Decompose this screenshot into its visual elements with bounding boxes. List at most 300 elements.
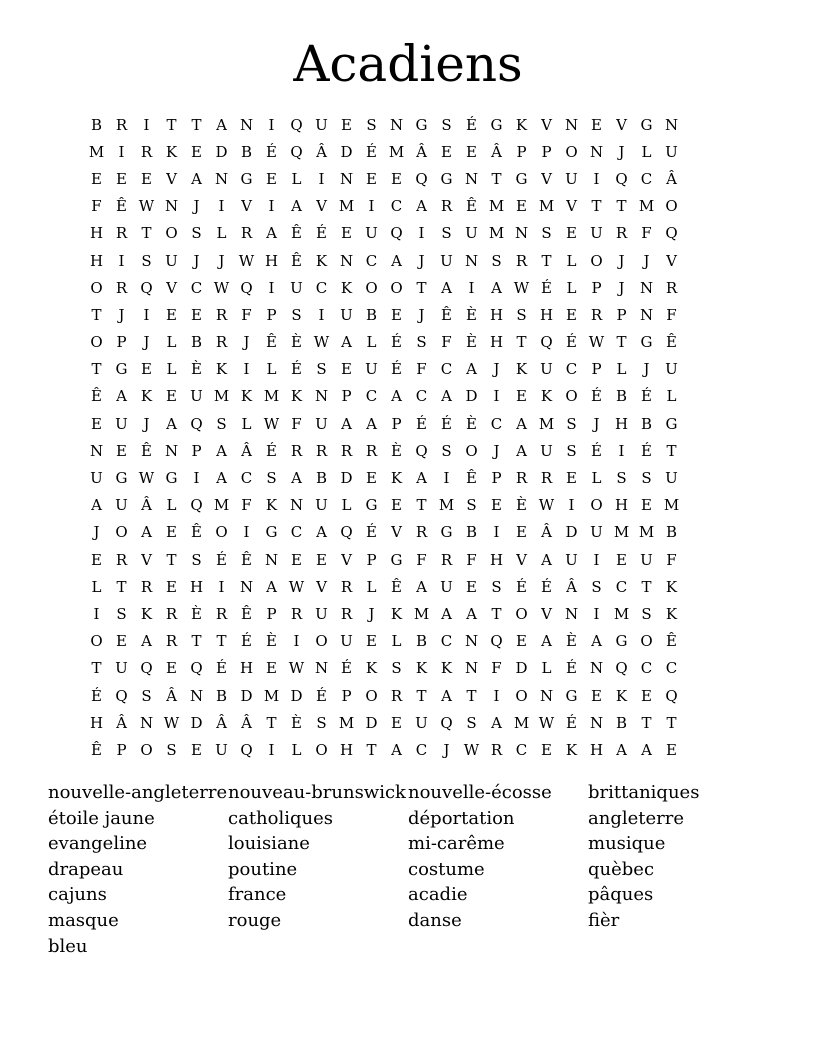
grid-row <box>84 682 732 709</box>
grid-letter: O <box>140 740 153 759</box>
grid-letter: È <box>191 360 202 379</box>
word-list-item: rouge <box>228 909 282 931</box>
grid-letter: É <box>566 713 577 732</box>
grid-letter: O <box>565 142 578 161</box>
grid-letter: C <box>240 469 253 488</box>
grid-letter: W <box>288 659 305 678</box>
grid-letter: P <box>366 550 377 569</box>
grid-row <box>84 736 732 763</box>
grid-letter: P <box>591 360 602 379</box>
word-list-item: fièr <box>588 909 620 931</box>
grid-letter: É <box>566 333 577 352</box>
grid-letter: O <box>665 197 678 216</box>
grid-letter: O <box>215 523 228 542</box>
grid-letter: T <box>416 278 427 297</box>
grid-letter: Ê <box>291 251 302 270</box>
grid-row <box>84 437 732 464</box>
grid-letter: U <box>640 550 653 569</box>
grid-letter: W <box>288 577 305 596</box>
grid-letter: E <box>466 577 477 596</box>
grid-letter: E <box>516 523 527 542</box>
grid-letter: É <box>216 550 227 569</box>
grid-letter: D <box>365 713 378 732</box>
grid-letter: W <box>138 197 155 216</box>
grid-letter: J <box>243 333 250 352</box>
grid-letter: O <box>315 740 328 759</box>
grid-letter: E <box>466 142 477 161</box>
grid-letter: V <box>516 550 527 569</box>
grid-letter: N <box>164 441 179 460</box>
grid-letter: P <box>391 414 402 433</box>
grid-letter: L <box>616 360 627 379</box>
grid-letter: A <box>316 523 327 542</box>
grid-letter: C <box>290 523 303 542</box>
grid-letter: O <box>365 278 378 297</box>
grid-letter: O <box>115 523 128 542</box>
grid-letter: S <box>491 251 502 270</box>
grid-letter: S <box>541 224 552 243</box>
grid-letter: A <box>191 169 202 188</box>
grid-letter: R <box>290 441 303 460</box>
grid-letter: V <box>616 115 627 134</box>
grid-letter: C <box>615 577 628 596</box>
grid-letter: A <box>616 740 627 759</box>
grid-letter: J <box>418 305 425 324</box>
grid-letter: Q <box>140 278 153 297</box>
grid-letter: A <box>641 740 652 759</box>
grid-letter: H <box>489 305 504 324</box>
grid-letter: A <box>341 414 352 433</box>
grid-letter: A <box>441 686 452 705</box>
grid-letter: S <box>466 496 477 515</box>
grid-letter: N <box>464 632 479 651</box>
grid-letter: V <box>541 115 552 134</box>
grid-letter: T <box>266 713 277 732</box>
grid-letter: S <box>641 604 652 623</box>
grid-letter: F <box>441 333 452 352</box>
grid-letter: F <box>291 414 302 433</box>
grid-letter: W <box>463 740 480 759</box>
word-list-item: angleterre <box>588 807 685 829</box>
letter-grid <box>84 111 732 764</box>
grid-letter: I <box>493 523 500 542</box>
grid-letter: F <box>91 197 102 216</box>
grid-letter: È <box>266 632 277 651</box>
grid-letter: M <box>338 713 355 732</box>
grid-letter: R <box>215 604 228 623</box>
grid-row <box>84 655 732 682</box>
word-list-item: brittaniques <box>588 782 700 803</box>
grid-letter: S <box>591 577 602 596</box>
grid-letter: A <box>366 414 377 433</box>
grid-letter: Â <box>491 142 502 161</box>
grid-letter: G <box>115 360 128 379</box>
grid-letter: A <box>166 414 177 433</box>
grid-letter: I <box>243 360 250 379</box>
grid-letter: A <box>216 115 227 134</box>
grid-letter: Q <box>140 659 153 678</box>
grid-letter: H <box>89 224 104 243</box>
grid-letter: E <box>366 632 377 651</box>
grid-letter: J <box>493 441 500 460</box>
grid-letter: I <box>493 387 500 406</box>
grid-letter: A <box>466 604 477 623</box>
grid-letter: E <box>441 142 452 161</box>
grid-letter: E <box>341 115 352 134</box>
word-list-item: quèbec <box>588 858 655 880</box>
grid-letter: G <box>490 115 503 134</box>
grid-letter: H <box>614 496 629 515</box>
grid-letter: É <box>341 659 352 678</box>
grid-letter: E <box>141 169 152 188</box>
grid-letter: R <box>340 577 353 596</box>
grid-row <box>84 274 732 301</box>
grid-letter: E <box>516 632 527 651</box>
grid-letter: V <box>566 197 577 216</box>
grid-letter: A <box>466 360 477 379</box>
grid-letter: L <box>166 333 177 352</box>
grid-letter: É <box>391 333 402 352</box>
grid-letter: A <box>416 469 427 488</box>
grid-letter: M <box>263 387 280 406</box>
grid-letter: É <box>316 686 327 705</box>
grid-letter: L <box>391 632 402 651</box>
grid-letter: O <box>90 632 103 651</box>
grid-letter: W <box>513 278 530 297</box>
grid-letter: A <box>91 496 102 515</box>
grid-letter: Â <box>316 142 327 161</box>
grid-letter: Ê <box>666 632 677 651</box>
grid-letter: U <box>215 740 228 759</box>
grid-letter: B <box>615 713 628 732</box>
grid-letter: O <box>365 686 378 705</box>
grid-letter: M <box>438 496 455 515</box>
grid-letter: J <box>643 360 650 379</box>
grid-letter: R <box>415 523 428 542</box>
grid-letter: É <box>241 632 252 651</box>
grid-letter: M <box>88 142 105 161</box>
grid-letter: É <box>291 360 302 379</box>
grid-row <box>84 410 732 437</box>
grid-letter: È <box>291 333 302 352</box>
grid-letter: Ê <box>91 740 102 759</box>
grid-letter: E <box>391 305 402 324</box>
grid-letter: K <box>215 360 228 379</box>
grid-letter: U <box>665 469 678 488</box>
word-list-item: louisiane <box>228 833 310 855</box>
grid-letter: K <box>365 659 378 678</box>
grid-row <box>84 111 732 138</box>
grid-letter: U <box>290 278 303 297</box>
grid-letter: I <box>93 604 100 623</box>
grid-letter: Â <box>241 713 252 732</box>
grid-letter: D <box>465 387 478 406</box>
grid-letter: S <box>291 305 302 324</box>
grid-letter: A <box>441 278 452 297</box>
grid-letter: G <box>165 469 178 488</box>
grid-letter: I <box>368 197 375 216</box>
grid-letter: T <box>666 713 677 732</box>
grid-letter: J <box>618 278 625 297</box>
grid-letter: K <box>315 251 328 270</box>
grid-letter: Â <box>116 713 127 732</box>
grid-letter: Q <box>190 496 203 515</box>
grid-letter: L <box>166 496 177 515</box>
grid-letter: É <box>591 441 602 460</box>
grid-letter: K <box>440 659 453 678</box>
grid-letter: L <box>266 360 277 379</box>
grid-letter: É <box>516 577 527 596</box>
grid-letter: I <box>243 523 250 542</box>
grid-letter: N <box>314 387 329 406</box>
grid-letter: I <box>268 278 275 297</box>
word-list-item: acadie <box>408 884 468 906</box>
grid-letter: A <box>541 550 552 569</box>
grid-letter: W <box>588 333 605 352</box>
grid-letter: U <box>365 224 378 243</box>
grid-letter: N <box>89 441 104 460</box>
grid-letter: M <box>538 197 555 216</box>
grid-letter: O <box>590 251 603 270</box>
grid-letter: V <box>166 169 177 188</box>
grid-letter: K <box>515 360 528 379</box>
grid-letter: V <box>666 251 677 270</box>
grid-letter: Q <box>390 224 403 243</box>
grid-letter: J <box>493 360 500 379</box>
grid-letter: M <box>638 523 655 542</box>
grid-letter: S <box>141 251 152 270</box>
grid-letter: N <box>314 659 329 678</box>
grid-letter: L <box>241 414 252 433</box>
grid-letter: É <box>91 686 102 705</box>
grid-letter: R <box>115 550 128 569</box>
grid-letter: O <box>590 496 603 515</box>
grid-row <box>84 600 732 627</box>
grid-letter: W <box>213 278 230 297</box>
grid-letter: U <box>115 659 128 678</box>
grid-letter: J <box>618 251 625 270</box>
grid-letter: E <box>166 577 177 596</box>
grid-letter: I <box>268 197 275 216</box>
grid-letter: S <box>191 224 202 243</box>
grid-letter: Ê <box>116 197 127 216</box>
grid-letter: E <box>516 387 527 406</box>
grid-letter: J <box>593 414 600 433</box>
grid-letter: É <box>216 659 227 678</box>
grid-letter: N <box>514 224 529 243</box>
grid-letter: I <box>593 550 600 569</box>
grid-letter: S <box>191 550 202 569</box>
grid-letter: N <box>139 713 154 732</box>
grid-letter: Q <box>615 169 628 188</box>
grid-letter: C <box>190 278 203 297</box>
grid-letter: M <box>613 523 630 542</box>
grid-letter: Q <box>240 278 253 297</box>
grid-letter: É <box>541 577 552 596</box>
grid-letter: W <box>538 713 555 732</box>
grid-letter: U <box>440 251 453 270</box>
grid-letter: U <box>340 632 353 651</box>
grid-letter: A <box>441 387 452 406</box>
grid-letter: J <box>143 414 150 433</box>
grid-letter: N <box>589 659 604 678</box>
grid-letter: E <box>316 550 327 569</box>
grid-letter: U <box>190 387 203 406</box>
grid-letter: F <box>241 305 252 324</box>
grid-letter: K <box>665 577 678 596</box>
grid-letter: T <box>491 169 502 188</box>
grid-letter: È <box>516 496 527 515</box>
grid-letter: V <box>341 550 352 569</box>
grid-letter: U <box>115 414 128 433</box>
grid-letter: Â <box>566 577 577 596</box>
grid-letter: T <box>116 577 127 596</box>
grid-letter: A <box>266 224 277 243</box>
grid-letter: E <box>391 496 402 515</box>
grid-letter: W <box>138 469 155 488</box>
grid-letter: S <box>166 740 177 759</box>
grid-letter: Ê <box>191 523 202 542</box>
grid-letter: D <box>565 523 578 542</box>
word-list-item: nouvelle-écosse <box>408 782 552 803</box>
grid-letter: E <box>616 550 627 569</box>
grid-letter: O <box>640 632 653 651</box>
grid-letter: S <box>441 115 452 134</box>
grid-letter: É <box>566 659 577 678</box>
grid-row <box>84 464 732 491</box>
word-list-item: étoile jaune <box>48 807 155 829</box>
grid-letter: R <box>515 251 528 270</box>
grid-letter: S <box>616 469 627 488</box>
grid-letter: Q <box>665 686 678 705</box>
grid-letter: C <box>515 740 528 759</box>
grid-letter: É <box>391 360 402 379</box>
grid-letter: T <box>91 305 102 324</box>
grid-letter: T <box>616 333 627 352</box>
word-list-item: musique <box>588 833 666 855</box>
grid-row <box>84 356 732 383</box>
grid-letter: A <box>491 278 502 297</box>
grid-letter: K <box>540 387 553 406</box>
grid-letter: E <box>291 550 302 569</box>
grid-letter: K <box>615 686 628 705</box>
grid-letter: P <box>341 686 352 705</box>
grid-letter: É <box>541 278 552 297</box>
grid-letter: É <box>641 387 652 406</box>
grid-letter: E <box>491 496 502 515</box>
grid-letter: M <box>388 142 405 161</box>
word-list <box>48 780 788 959</box>
grid-letter: U <box>540 441 553 460</box>
grid-letter: Q <box>665 224 678 243</box>
grid-letter: H <box>589 740 604 759</box>
word-list-item: evangeline <box>48 833 148 855</box>
grid-letter: W <box>238 251 255 270</box>
grid-letter: D <box>240 686 253 705</box>
grid-letter: L <box>166 360 177 379</box>
grid-letter: K <box>240 387 253 406</box>
grid-letter: D <box>290 686 303 705</box>
grid-letter: F <box>241 496 252 515</box>
grid-letter: H <box>264 251 279 270</box>
grid-letter: E <box>166 305 177 324</box>
grid-letter: W <box>313 333 330 352</box>
word-list-item: déportation <box>408 807 515 829</box>
grid-letter: M <box>488 224 505 243</box>
grid-letter: K <box>165 142 178 161</box>
grid-letter: J <box>643 251 650 270</box>
page-title: Acadiens <box>293 35 523 93</box>
grid-letter: G <box>665 414 678 433</box>
grid-letter: E <box>191 740 202 759</box>
grid-letter: A <box>341 333 352 352</box>
grid-letter: U <box>315 414 328 433</box>
grid-letter: R <box>215 333 228 352</box>
grid-letter: É <box>466 115 477 134</box>
grid-letter: C <box>365 251 378 270</box>
grid-letter: P <box>266 305 277 324</box>
grid-letter: L <box>541 659 552 678</box>
grid-letter: U <box>665 360 678 379</box>
grid-letter: Q <box>415 441 428 460</box>
grid-letter: Â <box>141 496 152 515</box>
grid-letter: L <box>291 169 302 188</box>
grid-row <box>84 519 732 546</box>
grid-letter: A <box>416 197 427 216</box>
grid-row <box>84 573 732 600</box>
grid-letter: A <box>141 632 152 651</box>
grid-letter: H <box>89 251 104 270</box>
grid-letter: V <box>241 197 252 216</box>
grid-letter: M <box>613 604 630 623</box>
grid-letter: Â <box>241 441 252 460</box>
grid-letter: T <box>141 224 152 243</box>
grid-letter: M <box>413 604 430 623</box>
grid-letter: L <box>641 142 652 161</box>
grid-letter: F <box>491 659 502 678</box>
grid-letter: U <box>565 550 578 569</box>
grid-letter: Ê <box>666 333 677 352</box>
grid-letter: T <box>216 632 227 651</box>
grid-letter: N <box>589 142 604 161</box>
grid-row <box>84 301 732 328</box>
word-list-item: nouvelle-angleterre <box>48 782 228 803</box>
grid-letter: K <box>140 387 153 406</box>
grid-letter: I <box>118 251 125 270</box>
grid-letter: G <box>515 169 528 188</box>
grid-letter: U <box>165 251 178 270</box>
grid-letter: U <box>315 115 328 134</box>
grid-letter: E <box>116 632 127 651</box>
grid-letter: R <box>140 142 153 161</box>
grid-letter: P <box>191 441 202 460</box>
grid-letter: L <box>341 496 352 515</box>
grid-letter: C <box>640 169 653 188</box>
grid-letter: Q <box>540 333 553 352</box>
grid-letter: O <box>515 686 528 705</box>
grid-letter: J <box>368 604 375 623</box>
grid-letter: T <box>366 740 377 759</box>
grid-letter: U <box>565 169 578 188</box>
grid-letter: Q <box>115 686 128 705</box>
grid-letter: G <box>265 523 278 542</box>
grid-letter: B <box>315 469 328 488</box>
grid-letter: G <box>415 115 428 134</box>
grid-letter: O <box>515 604 528 623</box>
grid-letter: R <box>215 305 228 324</box>
grid-letter: H <box>239 659 254 678</box>
grid-letter: Q <box>290 142 303 161</box>
